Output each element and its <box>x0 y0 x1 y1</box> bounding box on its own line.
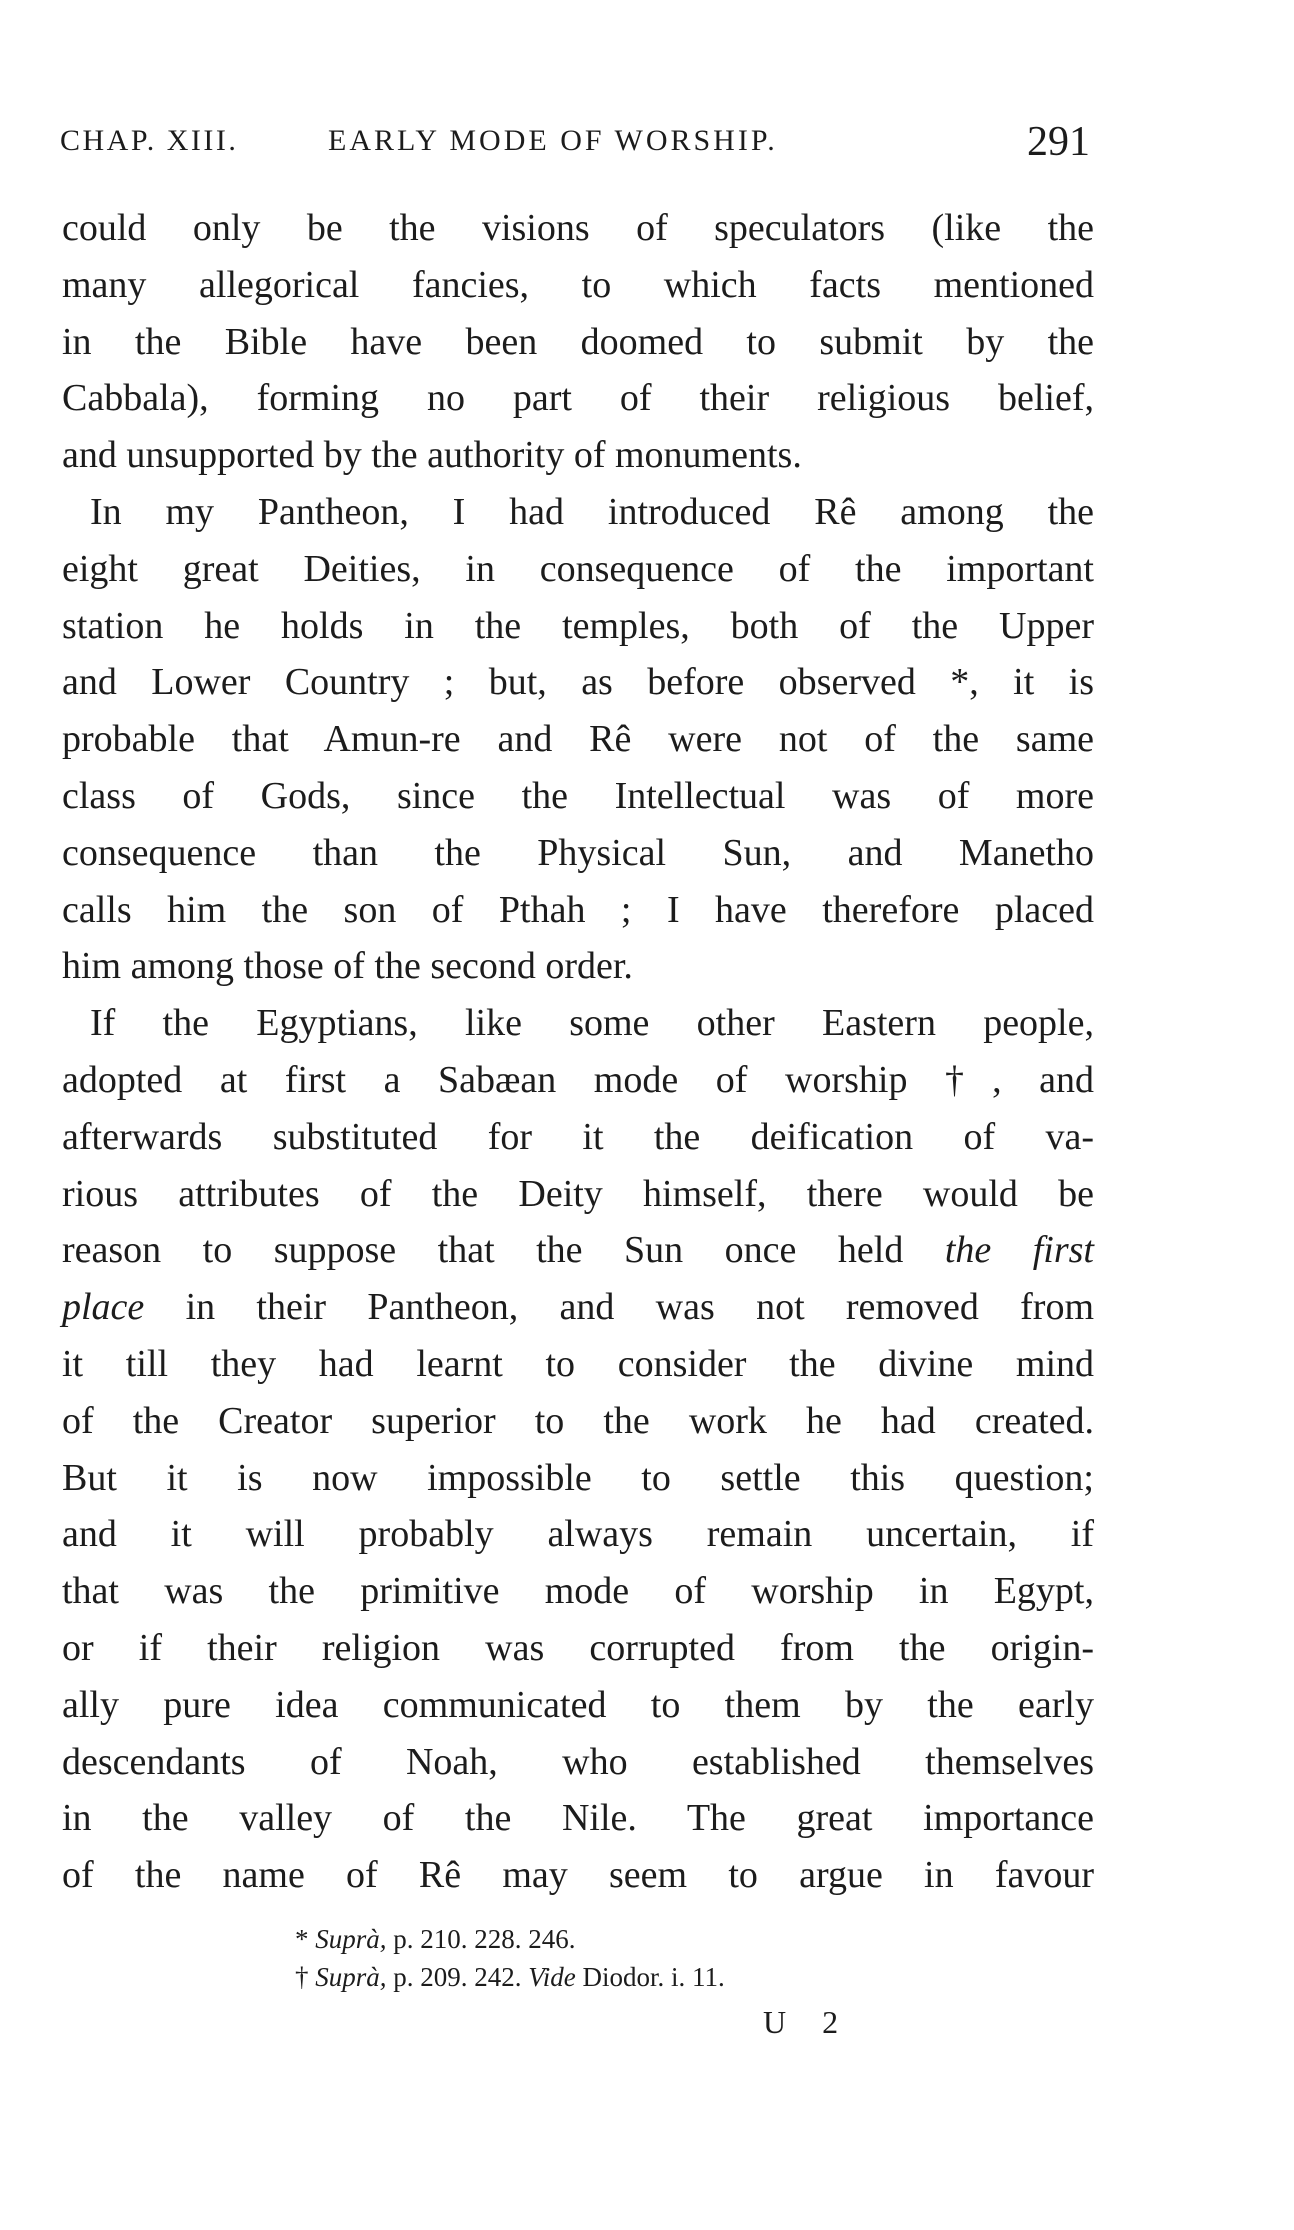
running-title: EARLY MODE OF WORSHIP. <box>328 124 778 157</box>
footnote-text: p. 209. 242. <box>393 1962 522 1992</box>
text-line: and Lower Country ; but, as before observed *, it is <box>62 661 1094 704</box>
text-line: and it will probably always remain uncertain, if <box>62 1513 1094 1556</box>
text-line: could only be the visions of speculators (like the <box>62 207 1094 249</box>
text-fragment: in their Pantheon, and was not removed from <box>185 1286 1094 1329</box>
text-line: station he holds in the temples, both of the Upper <box>62 604 1094 647</box>
text-line: it till they had learnt to consider the divine mind <box>62 1342 1094 1385</box>
text-line: In my Pantheon, I had introduced Rê among the <box>90 490 1094 533</box>
footnote <box>295 1920 1015 1958</box>
text-line: rious attributes of the Deity himself, there would be <box>62 1172 1094 1215</box>
footnote-source: Diodor. i. 11. <box>582 1962 725 1992</box>
text-fragment: reason to suppose that the Sun once held <box>62 1229 904 1272</box>
text-line: ally pure idea communicated to them by the early <box>62 1683 1094 1726</box>
text-line: and unsupported by the authority of monuments. <box>62 434 802 477</box>
running-header <box>60 118 1090 168</box>
text-line: eight great Deities, in consequence of the important <box>62 547 1094 590</box>
text-line: afterwards substituted for it the deification of va- <box>62 1115 1094 1158</box>
footnote <box>295 1958 1015 1996</box>
text-line: of the Creator superior to the work he had created. <box>62 1399 1094 1442</box>
text-line: calls him the son of Pthah ; I have therefore placed <box>62 888 1094 931</box>
text-line: Cabbala), forming no part of their religious belief, <box>62 377 1094 420</box>
text-line: probable that Amun-re and Rê were not of the same <box>62 718 1094 761</box>
italic-text: place <box>62 1286 145 1329</box>
text-line: If the Egyptians, like some other Eastern people, <box>90 1002 1094 1045</box>
page-number: 291 <box>1027 119 1090 165</box>
body-text <box>62 200 1094 1904</box>
footnotes <box>295 1920 1015 1996</box>
footnote-vide: Vide <box>528 1962 576 1992</box>
footnote-text: p. 210. 228. 246. <box>393 1924 576 1954</box>
text-line: that was the primitive mode of worship in Egypt, <box>62 1570 1094 1613</box>
text-line: in the Bible have been doomed to submit by the <box>62 320 1094 363</box>
text-line <box>62 1279 1094 1336</box>
signature-mark: U 2 <box>763 2004 853 2040</box>
text-line: many allegorical fancies, to which facts mentioned <box>62 263 1094 306</box>
footnote-reference: Suprà, <box>315 1924 387 1954</box>
text-line: consequence than the Physical Sun, and Manetho <box>62 831 1094 874</box>
text-line: adopted at first a Sabæan mode of worship †, and <box>62 1058 1094 1101</box>
text-line: in the valley of the Nile. The great importance <box>62 1797 1094 1840</box>
text-line: of the name of Rê may seem to argue in favour <box>62 1854 1094 1897</box>
text-line: or if their religion was corrupted from the origin- <box>62 1626 1094 1669</box>
text-line <box>62 1222 1094 1279</box>
italic-text: the first <box>944 1229 1094 1272</box>
text-line: him among those of the second order. <box>62 945 633 988</box>
footnote-marker: † <box>295 1962 309 1992</box>
text-line: class of Gods, since the Intellectual was of more <box>62 774 1094 817</box>
footnote-marker: * <box>295 1924 309 1954</box>
chapter-label: CHAP. XIII. <box>60 124 239 157</box>
text-line: descendants of Noah, who established themselves <box>62 1740 1094 1783</box>
footnote-reference: Suprà, <box>315 1962 387 1992</box>
text-line: But it is now impossible to settle this question; <box>62 1456 1094 1499</box>
